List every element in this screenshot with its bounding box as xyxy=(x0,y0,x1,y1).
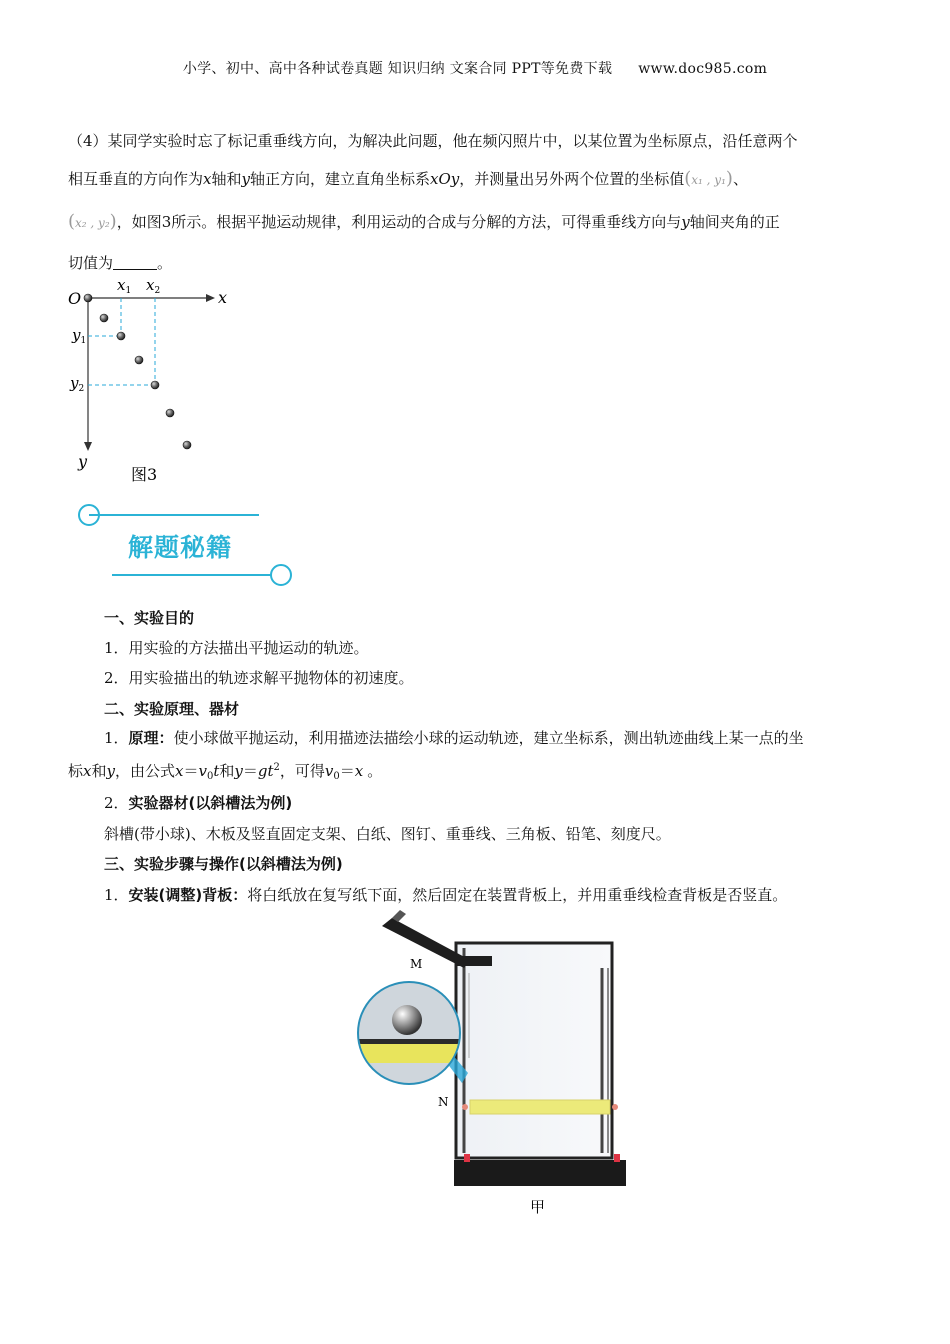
y1-label: $y_1$ xyxy=(72,326,87,346)
purpose-item-2: 2．用实验描出的轨迹求解平抛物体的初速度。 xyxy=(104,669,414,687)
step-1-number: 1． xyxy=(104,886,129,904)
equipment-list: 斜槽(带小球)、木板及竖直固定支架、白纸、图钉、重垂线、三角板、铅笔、刻度尺。 xyxy=(104,825,671,843)
q-text-f: ，如图3所示。根据平抛运动规律，利用运动的合成与分解的方法，可得重垂线方向与 xyxy=(116,213,682,231)
principle-line-2 xyxy=(68,760,382,782)
y2-label: $y_2$ xyxy=(70,374,85,394)
x2-label: $x_2$ xyxy=(146,276,161,296)
yellow-ruler xyxy=(470,1100,610,1114)
page-header xyxy=(0,58,950,78)
ball xyxy=(183,441,191,449)
section-banner xyxy=(76,500,298,592)
question-block xyxy=(68,134,884,274)
formula-3: $v_0=x$ xyxy=(324,762,364,782)
q-xoy: xOy xyxy=(430,170,460,188)
q-text-g: 轴间夹角的正 xyxy=(689,213,780,231)
figure-3 xyxy=(60,274,260,489)
y-axis-arrow-icon xyxy=(84,442,92,451)
q-y-var: y xyxy=(241,170,250,188)
q-text-h: 切值为 xyxy=(68,254,114,272)
base-foot-left xyxy=(464,1154,470,1162)
coord2-open-paren: ( xyxy=(68,211,76,232)
principle-label: 原理： xyxy=(128,729,174,747)
label-n: N xyxy=(438,1095,449,1109)
q-text-end: 。 xyxy=(157,254,173,272)
equipment-heading-line xyxy=(104,792,292,813)
coord1-close-paren: ) xyxy=(725,168,733,189)
question-line-1: （4）某同学实验时忘了标记重垂线方向，为解决此问题，他在频闪照片中，以某位置为坐标原点，沿任意两个 xyxy=(68,132,798,150)
figure-3-caption: 图3 xyxy=(131,465,158,484)
origin-label: O xyxy=(68,289,82,308)
answer-blank[interactable] xyxy=(113,255,157,270)
ball xyxy=(166,409,174,417)
coord-2: x₂ , y₂ xyxy=(75,216,110,230)
purpose-item-1: 1．用实验的方法描出平抛运动的轨迹。 xyxy=(104,639,369,657)
q-text-c: 轴正方向，建立直角坐标系 xyxy=(249,170,430,188)
principle-text-2d: 和 xyxy=(219,762,235,780)
q-text-a: 相互垂直的方向作为 xyxy=(68,170,204,188)
principle-line-1 xyxy=(104,727,804,748)
base-plate xyxy=(454,1160,626,1186)
q-text-b: 轴和 xyxy=(211,170,242,188)
label-m: M xyxy=(410,957,423,971)
ball xyxy=(151,381,159,389)
ball-origin xyxy=(84,294,92,302)
principle-number: 1． xyxy=(104,729,129,747)
formula-2: $y=gt^2$ xyxy=(234,762,280,780)
question-line-2 xyxy=(68,168,748,189)
step-1-label: 安装(调整)背板： xyxy=(128,886,248,904)
heading-purpose: 一、实验目的 xyxy=(104,609,195,627)
ball xyxy=(135,356,143,364)
x-axis-arrow-icon xyxy=(206,294,215,302)
q-y-var-2: y xyxy=(681,213,690,231)
formula-1: $x=v_0t$ xyxy=(175,762,220,782)
principle-text-2a: 标 xyxy=(68,762,84,780)
ball xyxy=(100,314,108,322)
coord-1: x₁ , y₁ xyxy=(691,173,726,187)
x1-label: $x_1$ xyxy=(117,276,132,296)
banner-title: 解题秘籍 xyxy=(128,533,233,562)
base-foot-right xyxy=(614,1154,620,1162)
ball xyxy=(117,332,125,340)
question-line-3 xyxy=(68,211,780,232)
equipment-number: 2． xyxy=(104,794,129,812)
heading-principle: 二、实验原理、器材 xyxy=(104,700,240,718)
header-url[interactable]: www.doc985.com xyxy=(638,61,768,77)
header-text: 小学、初中、高中各种试卷真题 知识归纳 文案合同 PPT等免费下载 xyxy=(182,61,613,77)
banner-circle-right-icon xyxy=(271,565,291,585)
q-x-var: x xyxy=(203,170,212,188)
step-1-line xyxy=(104,884,787,905)
principle-text: 使小球做平抛运动，利用描迹法描绘小球的运动轨迹，建立坐标系，测出轨迹曲线上某一点的坐 xyxy=(173,729,804,747)
coord1-open-paren: ( xyxy=(684,168,692,189)
coord2-close-paren: ) xyxy=(109,211,117,232)
principle-text-end: 。 xyxy=(367,762,383,780)
chute-end xyxy=(456,956,492,966)
principle-text-2b: 和 xyxy=(91,762,107,780)
q-text-e: 、 xyxy=(732,170,748,188)
ruler-clamp-left xyxy=(462,1104,468,1110)
principle-text-2c: ，由公式 xyxy=(114,762,175,780)
ruler-clamp-right xyxy=(612,1104,618,1110)
step-1-text: 将白纸放在复写纸下面，然后固定在装置背板上，并用重垂线检查背板是否竖直。 xyxy=(247,886,788,904)
apparatus-caption: 甲 xyxy=(530,1198,546,1216)
q-text-d: ，并测量出另外两个位置的坐标值 xyxy=(459,170,685,188)
var-x: x xyxy=(83,762,92,780)
var-y: y xyxy=(106,762,115,780)
equipment-label: 实验器材(以斜槽法为例) xyxy=(128,794,293,812)
back-board xyxy=(456,943,612,1158)
x-axis-label: x xyxy=(218,288,228,307)
question-line-4 xyxy=(68,255,172,271)
apparatus-figure xyxy=(352,908,642,1218)
heading-steps: 三、实验步骤与操作(以斜槽法为例) xyxy=(104,855,343,873)
principle-text-2e: ，可得 xyxy=(279,762,325,780)
y-axis-label: y xyxy=(78,452,88,471)
